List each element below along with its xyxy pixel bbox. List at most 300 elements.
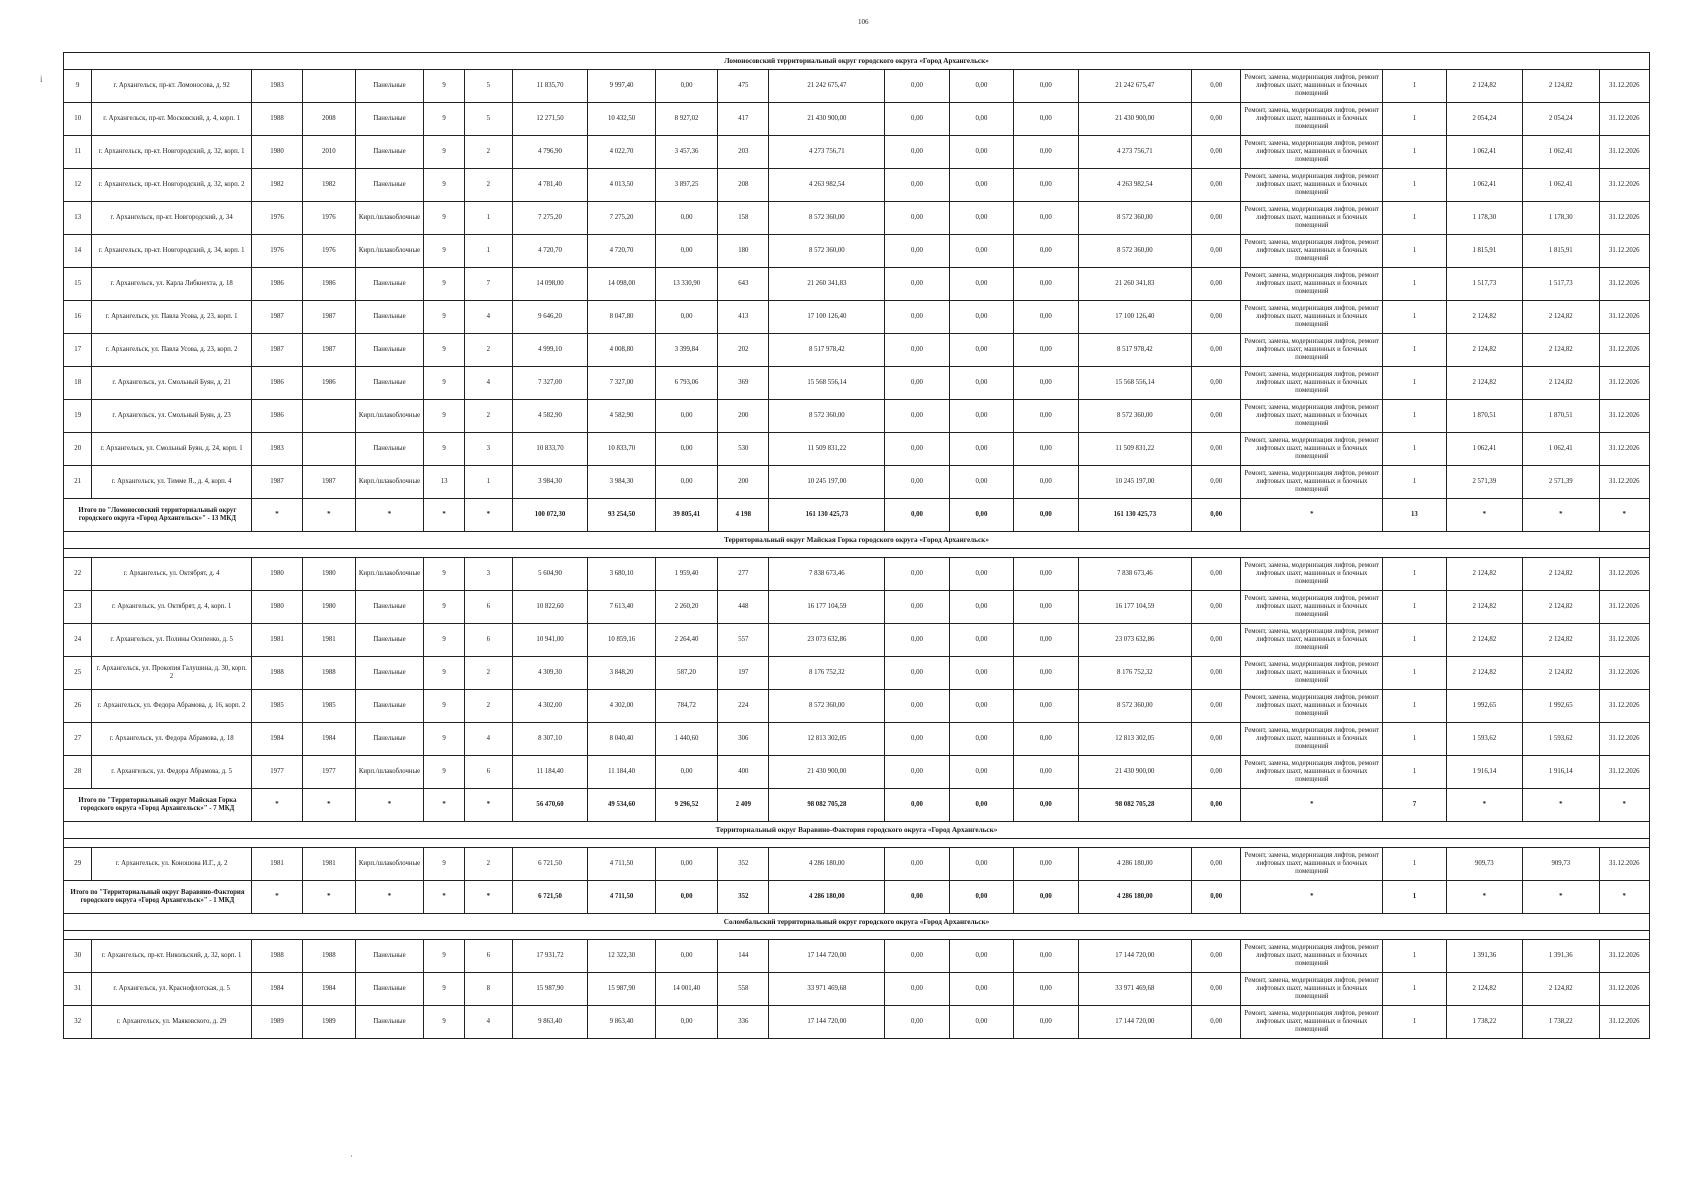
table-cell: Ремонт, замена, модернизация лифтов, ремонт лифтовых шахт, машинных и блочных помещений bbox=[1241, 103, 1383, 136]
table-cell: 0,00 bbox=[885, 334, 949, 367]
table-cell: 21 430 900,00 bbox=[1078, 756, 1192, 789]
table-cell: 4 711,50 bbox=[588, 848, 656, 881]
table-cell: 6 bbox=[464, 756, 512, 789]
table-cell: 1 391,36 bbox=[1523, 940, 1599, 973]
table-cell: 31.12.2026 bbox=[1599, 657, 1649, 690]
table-cell: 2 124,82 bbox=[1446, 334, 1522, 367]
table-cell: 9 bbox=[424, 103, 464, 136]
total-cell: * bbox=[355, 499, 424, 532]
table-cell: 1 bbox=[1383, 624, 1446, 657]
table-cell: 0,00 bbox=[1192, 301, 1241, 334]
table-cell: 1 bbox=[1383, 723, 1446, 756]
table-cell: 21 260 341,83 bbox=[1078, 268, 1192, 301]
table-cell: 0,00 bbox=[1192, 433, 1241, 466]
total-cell: 352 bbox=[718, 881, 769, 914]
section-header-row bbox=[64, 532, 1650, 549]
table-cell: 0,00 bbox=[885, 1006, 949, 1039]
table-cell: 9 bbox=[424, 1006, 464, 1039]
table-cell: 1 815,91 bbox=[1523, 235, 1599, 268]
table-cell: 31.12.2026 bbox=[1599, 624, 1649, 657]
table-cell: 14 098,00 bbox=[512, 268, 587, 301]
table-cell: 8 040,40 bbox=[588, 723, 656, 756]
capital-repair-table bbox=[63, 52, 1650, 1039]
table-cell: 30 bbox=[64, 940, 92, 973]
table-cell: 0,00 bbox=[949, 624, 1013, 657]
table-cell: 0,00 bbox=[1192, 103, 1241, 136]
table-cell: 1988 bbox=[251, 657, 302, 690]
table-row bbox=[64, 558, 1650, 591]
table-cell: 557 bbox=[718, 624, 769, 657]
table-cell: 1980 bbox=[251, 591, 302, 624]
table-cell: 0,00 bbox=[1192, 400, 1241, 433]
table-cell: Ремонт, замена, модернизация лифтов, ремонт лифтовых шахт, машинных и блочных помещений bbox=[1241, 433, 1383, 466]
stray-mark: · bbox=[350, 1152, 353, 1161]
table-cell: 17 931,72 bbox=[512, 940, 587, 973]
table-cell: 0,00 bbox=[885, 690, 949, 723]
table-row bbox=[64, 657, 1650, 690]
table-cell: 15 568 556,14 bbox=[1078, 367, 1192, 400]
table-cell: 909,73 bbox=[1446, 848, 1522, 881]
table-cell: 2 124,82 bbox=[1523, 973, 1599, 1006]
table-cell: 7 327,00 bbox=[512, 367, 587, 400]
table-cell: Ремонт, замена, модернизация лифтов, ремонт лифтовых шахт, машинных и блочных помещений bbox=[1241, 136, 1383, 169]
table-cell: 1 062,41 bbox=[1446, 433, 1522, 466]
total-cell: * bbox=[251, 881, 302, 914]
total-cell: * bbox=[1446, 499, 1522, 532]
table-row bbox=[64, 136, 1650, 169]
spacer-cell bbox=[64, 839, 1650, 848]
table-cell: 352 bbox=[718, 848, 769, 881]
table-cell: 0,00 bbox=[949, 202, 1013, 235]
table-cell: 0,00 bbox=[885, 756, 949, 789]
table-cell: 2 124,82 bbox=[1523, 301, 1599, 334]
total-cell: 4 711,50 bbox=[588, 881, 656, 914]
total-cell: * bbox=[1241, 881, 1383, 914]
table-cell: 1 178,30 bbox=[1446, 202, 1522, 235]
table-cell: 0,00 bbox=[885, 367, 949, 400]
total-cell: * bbox=[1241, 789, 1383, 822]
total-cell: 2 409 bbox=[718, 789, 769, 822]
table-cell: 10 941,00 bbox=[512, 624, 587, 657]
table-cell: 9 bbox=[424, 940, 464, 973]
table-cell: 13 bbox=[64, 202, 92, 235]
table-cell: 306 bbox=[718, 723, 769, 756]
table-cell: 9 bbox=[424, 367, 464, 400]
total-cell: 13 bbox=[1383, 499, 1446, 532]
table-cell: 413 bbox=[718, 301, 769, 334]
table-cell: Ремонт, замена, модернизация лифтов, ремонт лифтовых шахт, машинных и блочных помещений bbox=[1241, 268, 1383, 301]
table-cell: Ремонт, замена, модернизация лифтов, ремонт лифтовых шахт, машинных и блочных помещений bbox=[1241, 169, 1383, 202]
table-cell: г. Архангельск, ул. Краснофлотская, д. 5 bbox=[92, 973, 251, 1006]
table-cell: Ремонт, замена, модернизация лифтов, ремонт лифтовых шахт, машинных и блочных помещений bbox=[1241, 848, 1383, 881]
table-cell: 1981 bbox=[303, 848, 355, 881]
table-cell: 0,00 bbox=[1014, 268, 1078, 301]
total-cell: 9 296,52 bbox=[655, 789, 717, 822]
table-cell: 9 bbox=[424, 558, 464, 591]
table-cell: 1 bbox=[1383, 466, 1446, 499]
table-cell: г. Архангельск, ул. Тимме Я., д. 4, корп. 4 bbox=[92, 466, 251, 499]
table-cell: 909,73 bbox=[1523, 848, 1599, 881]
table-cell: 1980 bbox=[251, 558, 302, 591]
table-cell: 0,00 bbox=[885, 70, 949, 103]
total-cell: * bbox=[1523, 499, 1599, 532]
table-cell: 17 144 720,00 bbox=[1078, 1006, 1192, 1039]
table-cell: 31.12.2026 bbox=[1599, 723, 1649, 756]
table-cell: Панельные bbox=[355, 136, 424, 169]
table-cell: 1 bbox=[464, 466, 512, 499]
table-cell: 1976 bbox=[251, 202, 302, 235]
table-cell: 0,00 bbox=[949, 400, 1013, 433]
table-cell: г. Архангельск, ул. Смольный Буян, д. 24, корп. 1 bbox=[92, 433, 251, 466]
table-cell: 448 bbox=[718, 591, 769, 624]
table-cell: 0,00 bbox=[1192, 723, 1241, 756]
table-row bbox=[64, 723, 1650, 756]
total-cell: * bbox=[424, 881, 464, 914]
table-cell: 277 bbox=[718, 558, 769, 591]
table-cell: 3 bbox=[464, 558, 512, 591]
table-cell: Кирп./шлакоблочные bbox=[355, 558, 424, 591]
table-cell: 0,00 bbox=[1014, 334, 1078, 367]
table-cell: Панельные bbox=[355, 268, 424, 301]
table-cell: 26 bbox=[64, 690, 92, 723]
table-cell: 1980 bbox=[251, 136, 302, 169]
table-cell: Ремонт, замена, модернизация лифтов, ремонт лифтовых шахт, машинных и блочных помещений bbox=[1241, 400, 1383, 433]
table-cell: Панельные bbox=[355, 367, 424, 400]
table-cell: 0,00 bbox=[1192, 1006, 1241, 1039]
table-cell: 1984 bbox=[303, 723, 355, 756]
table-cell: 1 391,36 bbox=[1446, 940, 1522, 973]
total-cell: 98 082 705,28 bbox=[769, 789, 885, 822]
table-cell: 0,00 bbox=[1192, 235, 1241, 268]
table-cell: 1 bbox=[1383, 169, 1446, 202]
table-cell: 0,00 bbox=[655, 400, 717, 433]
table-cell: 0,00 bbox=[1192, 624, 1241, 657]
table-cell: 400 bbox=[718, 756, 769, 789]
table-cell: 0,00 bbox=[949, 70, 1013, 103]
table-cell: г. Архангельск, пр-кт. Московский, д. 4, корп. 1 bbox=[92, 103, 251, 136]
table-cell: 1984 bbox=[251, 723, 302, 756]
table-cell: 0,00 bbox=[885, 433, 949, 466]
table-cell: 0,00 bbox=[885, 103, 949, 136]
table-row bbox=[64, 235, 1650, 268]
total-cell: * bbox=[355, 881, 424, 914]
table-cell: 4 582,90 bbox=[512, 400, 587, 433]
table-cell: 2 571,39 bbox=[1523, 466, 1599, 499]
table-cell: Ремонт, замена, модернизация лифтов, ремонт лифтовых шахт, машинных и блочных помещений bbox=[1241, 690, 1383, 723]
table-cell: 7 838 673,46 bbox=[769, 558, 885, 591]
table-cell: 12 813 302,05 bbox=[769, 723, 885, 756]
table-cell: 5 bbox=[464, 70, 512, 103]
table-cell: 1 992,65 bbox=[1523, 690, 1599, 723]
table-cell: 0,00 bbox=[949, 466, 1013, 499]
table-cell: 9 bbox=[424, 70, 464, 103]
table-cell: 1 bbox=[1383, 433, 1446, 466]
table-cell: 1 062,41 bbox=[1446, 169, 1522, 202]
table-cell: 1983 bbox=[251, 70, 302, 103]
table-cell: 31.12.2026 bbox=[1599, 690, 1649, 723]
table-cell: 1986 bbox=[251, 367, 302, 400]
table-cell: 13 bbox=[424, 466, 464, 499]
table-cell: 0,00 bbox=[1014, 723, 1078, 756]
table-cell: 0,00 bbox=[655, 301, 717, 334]
table-cell: 21 430 900,00 bbox=[1078, 103, 1192, 136]
total-cell: 0,00 bbox=[1014, 499, 1078, 532]
total-cell: 161 130 425,73 bbox=[769, 499, 885, 532]
table-cell: 4 286 180,00 bbox=[769, 848, 885, 881]
table-cell: 0,00 bbox=[885, 301, 949, 334]
table-cell: 2 bbox=[464, 136, 512, 169]
table-cell: 4 309,30 bbox=[512, 657, 587, 690]
table-cell: 0,00 bbox=[1014, 466, 1078, 499]
table-cell: 1987 bbox=[303, 334, 355, 367]
table-cell: 0,00 bbox=[1192, 466, 1241, 499]
table-cell: 1 916,14 bbox=[1523, 756, 1599, 789]
table-cell: г. Архангельск, пр-кт. Никольский, д. 32, корп. 1 bbox=[92, 940, 251, 973]
table-cell: 8 572 360,00 bbox=[769, 400, 885, 433]
table-cell: 17 144 720,00 bbox=[1078, 940, 1192, 973]
table-cell: 9 bbox=[424, 169, 464, 202]
table-cell: Кирп./шлакоблочные bbox=[355, 848, 424, 881]
table-cell: 3 680,10 bbox=[588, 558, 656, 591]
total-cell: 161 130 425,73 bbox=[1078, 499, 1192, 532]
table-cell: 1988 bbox=[303, 940, 355, 973]
table-cell: 1 593,62 bbox=[1446, 723, 1522, 756]
table-cell: 0,00 bbox=[1014, 690, 1078, 723]
table-cell: 5 bbox=[464, 103, 512, 136]
table-cell: 9 bbox=[424, 624, 464, 657]
total-cell: * bbox=[251, 789, 302, 822]
table-cell: 8 572 360,00 bbox=[769, 235, 885, 268]
table-cell: 9 bbox=[424, 202, 464, 235]
total-cell: * bbox=[1599, 881, 1649, 914]
table-cell: 2 124,82 bbox=[1523, 657, 1599, 690]
table-cell: 21 242 675,47 bbox=[1078, 70, 1192, 103]
table-cell: 14 001,40 bbox=[655, 973, 717, 1006]
section-total-row bbox=[64, 789, 1650, 822]
table-cell: Ремонт, замена, модернизация лифтов, ремонт лифтовых шахт, машинных и блочных помещений bbox=[1241, 624, 1383, 657]
table-cell: г. Архангельск, пр-кт. Новгородский, д. 32, корп. 2 bbox=[92, 169, 251, 202]
table-cell: 12 271,50 bbox=[512, 103, 587, 136]
page-number: 106 bbox=[858, 18, 869, 26]
table-cell: 1987 bbox=[251, 301, 302, 334]
table-cell: 1 178,30 bbox=[1523, 202, 1599, 235]
table-cell: 197 bbox=[718, 657, 769, 690]
table-cell: 4 999,10 bbox=[512, 334, 587, 367]
table-cell: 0,00 bbox=[885, 202, 949, 235]
total-cell: * bbox=[303, 789, 355, 822]
table-cell: 4 bbox=[464, 723, 512, 756]
table-cell: 16 bbox=[64, 301, 92, 334]
table-cell: 11 835,70 bbox=[512, 70, 587, 103]
table-cell: 31.12.2026 bbox=[1599, 558, 1649, 591]
table-cell: 4 273 756,71 bbox=[769, 136, 885, 169]
table-cell: 0,00 bbox=[885, 235, 949, 268]
table-cell: 8 176 752,32 bbox=[769, 657, 885, 690]
table-row bbox=[64, 169, 1650, 202]
table-cell: 8 176 752,32 bbox=[1078, 657, 1192, 690]
table-cell: 336 bbox=[718, 1006, 769, 1039]
table-cell: 1989 bbox=[251, 1006, 302, 1039]
table-cell: 1988 bbox=[251, 103, 302, 136]
table-cell: 4 720,70 bbox=[512, 235, 587, 268]
table-cell: 2 054,24 bbox=[1523, 103, 1599, 136]
table-cell: 5 604,90 bbox=[512, 558, 587, 591]
total-cell: 7 bbox=[1383, 789, 1446, 822]
table-cell: 6 bbox=[464, 624, 512, 657]
table-cell: 3 399,84 bbox=[655, 334, 717, 367]
table-cell: 1982 bbox=[251, 169, 302, 202]
table-cell: 15 987,90 bbox=[512, 973, 587, 1006]
spacer-cell bbox=[64, 549, 1650, 558]
table-cell: 12 813 302,05 bbox=[1078, 723, 1192, 756]
table-cell: г. Архангельск, ул. Прокопия Галушина, д. 30, корп. 2 bbox=[92, 657, 251, 690]
table-cell: 31.12.2026 bbox=[1599, 169, 1649, 202]
total-cell: 98 082 705,28 bbox=[1078, 789, 1192, 822]
table-cell: 2 124,82 bbox=[1446, 367, 1522, 400]
table-cell: Панельные bbox=[355, 723, 424, 756]
table-cell: 17 bbox=[64, 334, 92, 367]
table-cell: 1988 bbox=[251, 940, 302, 973]
table-cell: Ремонт, замена, модернизация лифтов, ремонт лифтовых шахт, машинных и блочных помещений bbox=[1241, 723, 1383, 756]
table-cell: Панельные bbox=[355, 657, 424, 690]
table-cell: 0,00 bbox=[655, 466, 717, 499]
table-cell: 144 bbox=[718, 940, 769, 973]
table-cell: 20 bbox=[64, 433, 92, 466]
table-cell: 200 bbox=[718, 466, 769, 499]
table-cell: 0,00 bbox=[949, 136, 1013, 169]
table-cell: 1986 bbox=[251, 268, 302, 301]
total-cell: * bbox=[424, 499, 464, 532]
total-cell: * bbox=[251, 499, 302, 532]
section-title: Территориальный округ Майская Горка городского округа «Город Архангельск» bbox=[64, 532, 1650, 549]
table-cell: 14 bbox=[64, 235, 92, 268]
table-cell: 200 bbox=[718, 400, 769, 433]
table-cell: 9 bbox=[424, 301, 464, 334]
section-total-row bbox=[64, 881, 1650, 914]
table-cell: 1986 bbox=[303, 268, 355, 301]
total-cell: 4 286 180,00 bbox=[769, 881, 885, 914]
table-cell: 8 047,80 bbox=[588, 301, 656, 334]
table-cell: 7 275,20 bbox=[512, 202, 587, 235]
table-cell bbox=[303, 400, 355, 433]
margin-mark: i bbox=[40, 74, 43, 84]
table-cell: 0,00 bbox=[1192, 756, 1241, 789]
table-cell: 0,00 bbox=[949, 169, 1013, 202]
total-cell: * bbox=[464, 789, 512, 822]
table-cell: 0,00 bbox=[1014, 624, 1078, 657]
table-cell: 0,00 bbox=[1014, 973, 1078, 1006]
table-cell: 31.12.2026 bbox=[1599, 756, 1649, 789]
table-cell: Ремонт, замена, модернизация лифтов, ремонт лифтовых шахт, машинных и блочных помещений bbox=[1241, 1006, 1383, 1039]
table-cell: г. Архангельск, ул. Октябрят, д. 4 bbox=[92, 558, 251, 591]
table-cell: 9 997,40 bbox=[588, 70, 656, 103]
section-title: Территориальный округ Варавино-Фактория городского округа «Город Архангельск» bbox=[64, 822, 1650, 839]
total-cell: * bbox=[464, 881, 512, 914]
table-cell: 8 572 360,00 bbox=[1078, 235, 1192, 268]
table-cell: 1 870,51 bbox=[1446, 400, 1522, 433]
total-cell: 0,00 bbox=[885, 789, 949, 822]
table-row bbox=[64, 268, 1650, 301]
table-cell: 31.12.2026 bbox=[1599, 400, 1649, 433]
table-row bbox=[64, 1006, 1650, 1039]
table-cell: 0,00 bbox=[885, 591, 949, 624]
table-row bbox=[64, 202, 1650, 235]
table-cell: 3 457,36 bbox=[655, 136, 717, 169]
table-cell: 4 bbox=[464, 1006, 512, 1039]
table-cell: Панельные bbox=[355, 334, 424, 367]
table-cell: 9 bbox=[64, 70, 92, 103]
table-cell: 1981 bbox=[251, 848, 302, 881]
table-cell: 1 bbox=[1383, 103, 1446, 136]
total-cell: 0,00 bbox=[1192, 881, 1241, 914]
table-cell: 8 517 978,42 bbox=[769, 334, 885, 367]
table-cell: 2 124,82 bbox=[1446, 70, 1522, 103]
table-cell: 0,00 bbox=[1192, 690, 1241, 723]
table-cell: 558 bbox=[718, 973, 769, 1006]
table-cell: 3 984,30 bbox=[512, 466, 587, 499]
table-cell bbox=[303, 433, 355, 466]
table-cell: 4 022,70 bbox=[588, 136, 656, 169]
table-cell: 0,00 bbox=[1192, 136, 1241, 169]
table-cell: 13 330,90 bbox=[655, 268, 717, 301]
table-cell: 0,00 bbox=[1014, 70, 1078, 103]
table-cell: 8 572 360,00 bbox=[1078, 690, 1192, 723]
table-cell: 12 bbox=[64, 169, 92, 202]
table-cell: Ремонт, замена, модернизация лифтов, ремонт лифтовых шахт, машинных и блочных помещений bbox=[1241, 334, 1383, 367]
table-cell: 0,00 bbox=[655, 940, 717, 973]
section-total-row bbox=[64, 499, 1650, 532]
table-cell: 29 bbox=[64, 848, 92, 881]
table-cell: 2 124,82 bbox=[1523, 367, 1599, 400]
table-cell: 9 bbox=[424, 334, 464, 367]
table-cell: 0,00 bbox=[655, 202, 717, 235]
table-row bbox=[64, 103, 1650, 136]
table-cell: 2 124,82 bbox=[1446, 301, 1522, 334]
table-cell: 9 bbox=[424, 973, 464, 1006]
table-cell: 1977 bbox=[303, 756, 355, 789]
table-cell: 8 572 360,00 bbox=[769, 202, 885, 235]
spacer-cell bbox=[64, 931, 1650, 940]
table-cell: 1 bbox=[1383, 848, 1446, 881]
table-cell: г. Архангельск, пр-кт. Новгородский, д. 34 bbox=[92, 202, 251, 235]
table-cell: 1 738,22 bbox=[1523, 1006, 1599, 1039]
table-cell: 643 bbox=[718, 268, 769, 301]
table-cell: Ремонт, замена, модернизация лифтов, ремонт лифтовых шахт, машинных и блочных помещений bbox=[1241, 235, 1383, 268]
table-cell: 10 bbox=[64, 103, 92, 136]
table-cell: 31.12.2026 bbox=[1599, 301, 1649, 334]
table-cell: Ремонт, замена, модернизация лифтов, ремонт лифтовых шахт, машинных и блочных помещений bbox=[1241, 367, 1383, 400]
table-cell: 21 430 900,00 bbox=[769, 756, 885, 789]
table-cell: 1 440,60 bbox=[655, 723, 717, 756]
table-cell: 0,00 bbox=[885, 400, 949, 433]
total-cell: 1 bbox=[1383, 881, 1446, 914]
table-cell: 9 bbox=[424, 400, 464, 433]
table-cell: 1 062,41 bbox=[1523, 433, 1599, 466]
table-cell: г. Архангельск, ул. Павла Усова, д. 23, корп. 1 bbox=[92, 301, 251, 334]
table-cell: 10 859,16 bbox=[588, 624, 656, 657]
table-cell: 0,00 bbox=[655, 235, 717, 268]
total-cell: * bbox=[303, 499, 355, 532]
table-cell: 0,00 bbox=[1192, 558, 1241, 591]
table-cell: 7 327,00 bbox=[588, 367, 656, 400]
total-cell: 0,00 bbox=[1192, 499, 1241, 532]
table-cell: 1 517,73 bbox=[1446, 268, 1522, 301]
table-cell: 11 509 831,22 bbox=[1078, 433, 1192, 466]
table-cell: 1987 bbox=[303, 301, 355, 334]
table-cell: Ремонт, замена, модернизация лифтов, ремонт лифтовых шахт, машинных и блочных помещений bbox=[1241, 558, 1383, 591]
table-cell: 32 bbox=[64, 1006, 92, 1039]
table-cell: 4 796,90 bbox=[512, 136, 587, 169]
